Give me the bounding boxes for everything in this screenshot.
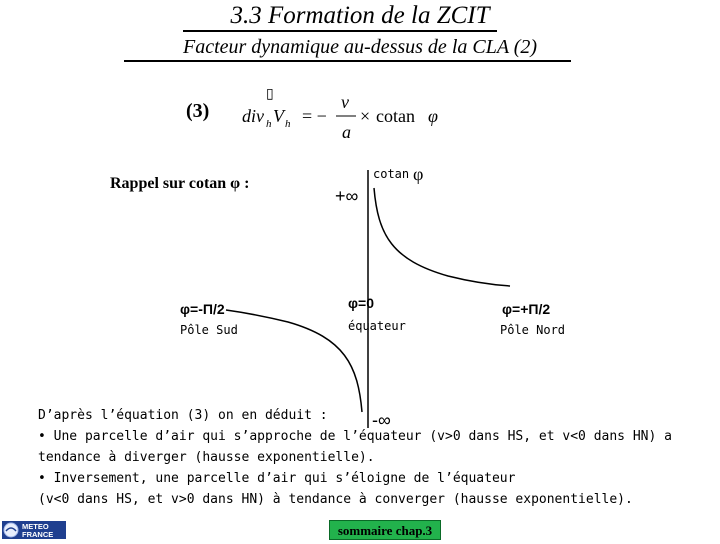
equation-denominator: a: [342, 122, 351, 142]
minus-infinity-label: -∞: [372, 410, 391, 430]
equation-equals: = −: [302, 106, 327, 126]
paragraph-line: • Inversement, une parcelle d’air qui s’éloigne de l’équateur: [38, 471, 516, 486]
north-pole-label: Pôle Nord: [500, 323, 566, 337]
cotan-curve-upper: [374, 188, 510, 286]
page-title: 3.3 Formation de la ZCIT: [230, 2, 490, 29]
paragraph-line: (v<0 dans HS, et v>0 dans HN) à tendance à converger (hausse exponentielle).: [38, 492, 633, 507]
equator-label: équateur: [348, 319, 406, 333]
equation-sub-h2: h: [285, 118, 291, 130]
meteo-france-logo: [2, 521, 66, 539]
phi-minus-label: φ=-Π/2: [180, 301, 225, 317]
cotan-curve-lower: [226, 310, 362, 412]
page-subtitle: Facteur dynamique au-dessus de la CLA (2): [182, 36, 538, 58]
graph-axis-label: cotan: [373, 167, 410, 181]
equation-numerator: v: [341, 92, 349, 112]
phi-zero-label: φ=0: [348, 295, 374, 311]
vector-mark: ▯: [266, 88, 274, 102]
cotan-graph: [0, 150, 720, 430]
equation-div: div: [242, 106, 264, 126]
equation-cotan: cotan: [376, 106, 415, 126]
equation-V: V: [273, 106, 284, 126]
equation-times: ×: [360, 106, 371, 126]
logo-line1: METEO: [22, 522, 49, 531]
equation-formula: [238, 88, 458, 144]
equation-sub-h1: h: [266, 118, 272, 130]
graph-axis-phi: φ: [413, 164, 424, 184]
explanation-paragraph: [38, 405, 698, 510]
phi-plus-label: φ=+Π/2: [502, 301, 551, 317]
sommaire-button[interactable]: sommaire chap.3: [329, 520, 441, 540]
rappel-label: Rappel sur cotan φ :: [110, 175, 250, 192]
paragraph-line: tendance à diverger (hausse exponentielle).: [38, 450, 375, 465]
equation-number: (3): [186, 100, 210, 122]
paragraph-line: • Une parcelle d’air qui s’approche de l’équateur (v>0 dans HS, et v<0 dans HN) a: [38, 429, 672, 444]
title-underline: [183, 30, 497, 32]
paragraph-line: D’après l’équation (3) on en déduit :: [38, 408, 328, 423]
equation-phi: φ: [428, 106, 438, 126]
south-pole-label: Pôle Sud: [180, 323, 238, 337]
subtitle-underline: [124, 60, 571, 62]
logo-line2: FRANCE: [22, 530, 54, 539]
plus-infinity-label: +∞: [335, 186, 359, 206]
